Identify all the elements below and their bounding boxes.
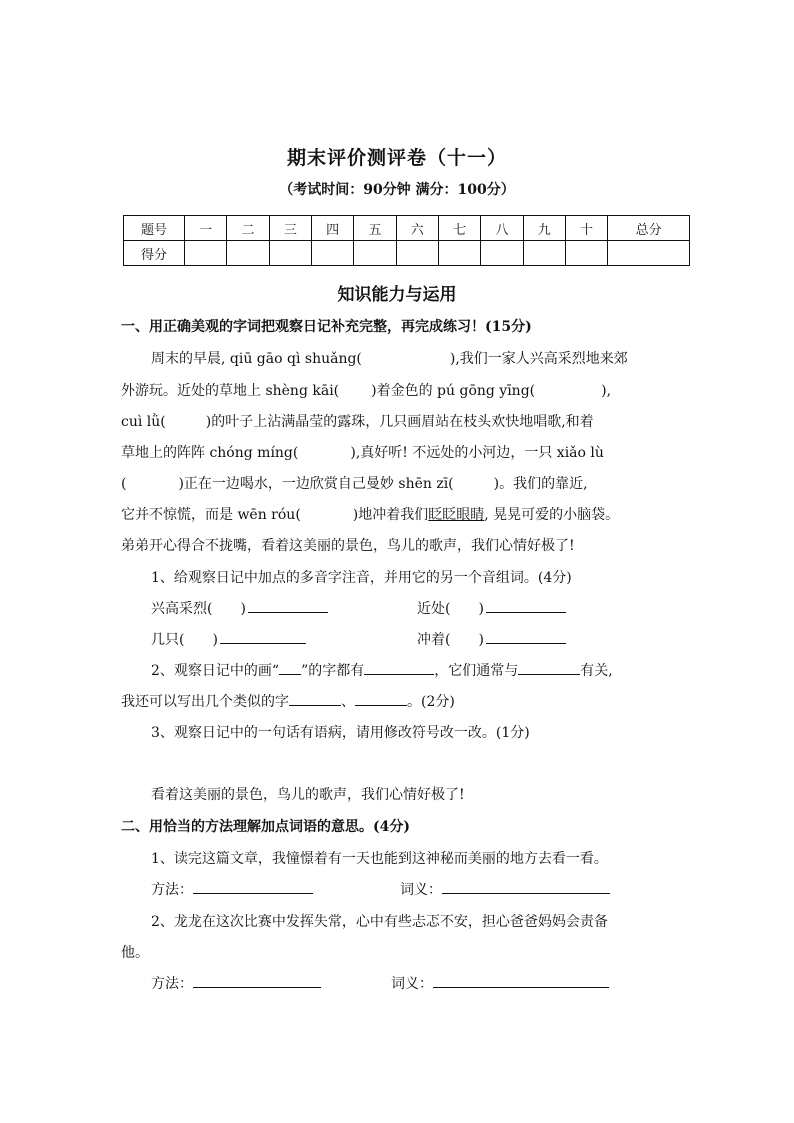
table-cell: 得分 (124, 241, 185, 266)
table-cell: 一 (185, 216, 227, 241)
answer-blank[interactable] (364, 660, 434, 675)
score-cell[interactable] (481, 241, 523, 266)
score-cell[interactable] (311, 241, 353, 266)
diary-line-2: 外游玩。近处的草地上 shèng kāi( )着金色的 pú gōng yīng( ), (121, 383, 612, 399)
method-blank[interactable] (193, 879, 313, 894)
score-cell[interactable] (565, 241, 607, 266)
diary-line-3: cuì lǜ( )的叶子上沾满晶莹的露珠，几只画眉站在枝头欢快地唱歌,和着 (121, 414, 594, 430)
diary-line-5: ( )正在一边喝水，一边欣赏自己曼妙 shēn zī( )。我们的靠近, (121, 476, 588, 492)
faulty-sentence: 看着这美丽的景色，鸟儿的歌声，我们心情好极了! (151, 787, 465, 803)
score-cell[interactable] (396, 241, 438, 266)
score-table (123, 215, 690, 266)
word-blank[interactable] (248, 598, 328, 613)
sub-question-1-3: 3、观察日记中的一句话有语病，请用修改符号改一改。(1分) (151, 725, 530, 741)
score-cell[interactable] (438, 241, 480, 266)
question-1-heading: 一、用正确美观的字词把观察日记补充完整，再完成练习！(15分) (121, 319, 532, 335)
polyphone-item: 兴高采烈( ) (151, 598, 328, 618)
table-cell: 二 (227, 216, 269, 241)
question-2-heading: 二、用恰当的方法理解加点词语的意思。(4分) (121, 819, 410, 835)
word-blank[interactable] (220, 629, 306, 644)
score-cell[interactable] (185, 241, 227, 266)
sub-question-2-2-cont: 他。 (121, 945, 149, 961)
method-line: 方法： (151, 973, 321, 993)
meaning-line: 词义： (400, 879, 610, 899)
answer-blank[interactable] (289, 691, 341, 706)
sub-question-1-2-cont: 我还可以写出几个类似的字 、 。(2分) (121, 691, 455, 711)
sub-question-1-1: 1、给观察日记中加点的多音字注音，并用它的另一个音组词。(4分) (151, 570, 572, 586)
sub-question-1-2: 2、观察日记中的画“ ”的字都有 ，它们通常与 有关, (151, 660, 613, 680)
word-blank[interactable] (486, 629, 566, 644)
diary-line-4: 草地上的阵阵 chóng míng( ),真好听! 不远处的小河边，一只 xiǎo lù (121, 445, 604, 461)
polyphone-item: 几只( ) (151, 629, 306, 649)
answer-blank[interactable] (355, 691, 407, 706)
sub-question-2-2: 2、龙龙在这次比赛中发挥失常，心中有些忐忑不安，担心爸爸妈妈会责备 (151, 914, 608, 930)
meaning-blank[interactable] (433, 973, 609, 988)
table-cell: 九 (523, 216, 565, 241)
method-blank[interactable] (193, 973, 321, 988)
polyphone-item: 冲着( ) (417, 629, 566, 649)
table-cell: 八 (481, 216, 523, 241)
score-table-score-row (124, 241, 690, 266)
diary-line-1: 周末的早晨, qiū gāo qì shuǎng( ),我们一家人兴高采烈地来郊 (151, 351, 628, 367)
table-cell: 题号 (124, 216, 185, 241)
score-table-header-row (124, 216, 690, 241)
meaning-blank[interactable] (442, 879, 610, 894)
table-cell: 六 (396, 216, 438, 241)
score-cell[interactable] (227, 241, 269, 266)
table-cell: 五 (354, 216, 396, 241)
method-line: 方法： (151, 879, 313, 899)
underline-mark (279, 660, 301, 675)
word-blank[interactable] (486, 598, 566, 613)
meaning-line: 词义： (391, 973, 609, 993)
table-cell: 三 (269, 216, 311, 241)
sub-question-2-1: 1、读完这篇文章，我憧憬着有一天也能到这神秘而美丽的地方去看一看。 (151, 851, 608, 867)
page-title: 期末评价测评卷（十一） (286, 147, 507, 169)
score-cell[interactable] (354, 241, 396, 266)
polyphone-item: 近处( ) (417, 598, 566, 618)
table-cell: 七 (438, 216, 480, 241)
exam-meta: （考试时间：90分钟 满分：100分） (279, 182, 515, 198)
table-cell: 总分 (608, 216, 690, 241)
underlined-phrase: 眨眨眼睛 (428, 507, 485, 523)
diary-line-7: 弟弟开心得合不拢嘴，看着这美丽的景色，鸟儿的歌声，我们心情好极了! (121, 538, 575, 554)
table-cell: 十 (565, 216, 607, 241)
score-cell[interactable] (523, 241, 565, 266)
diary-line-6: 它并不惊慌，而是 wēn róu( )地冲着我们眨眨眼睛, 晃晃可爱的小脑袋。 (121, 507, 620, 523)
score-cell[interactable] (608, 241, 690, 266)
section-title: 知识能力与运用 (337, 285, 457, 305)
answer-blank[interactable] (518, 660, 580, 675)
score-cell[interactable] (269, 241, 311, 266)
table-cell: 四 (311, 216, 353, 241)
